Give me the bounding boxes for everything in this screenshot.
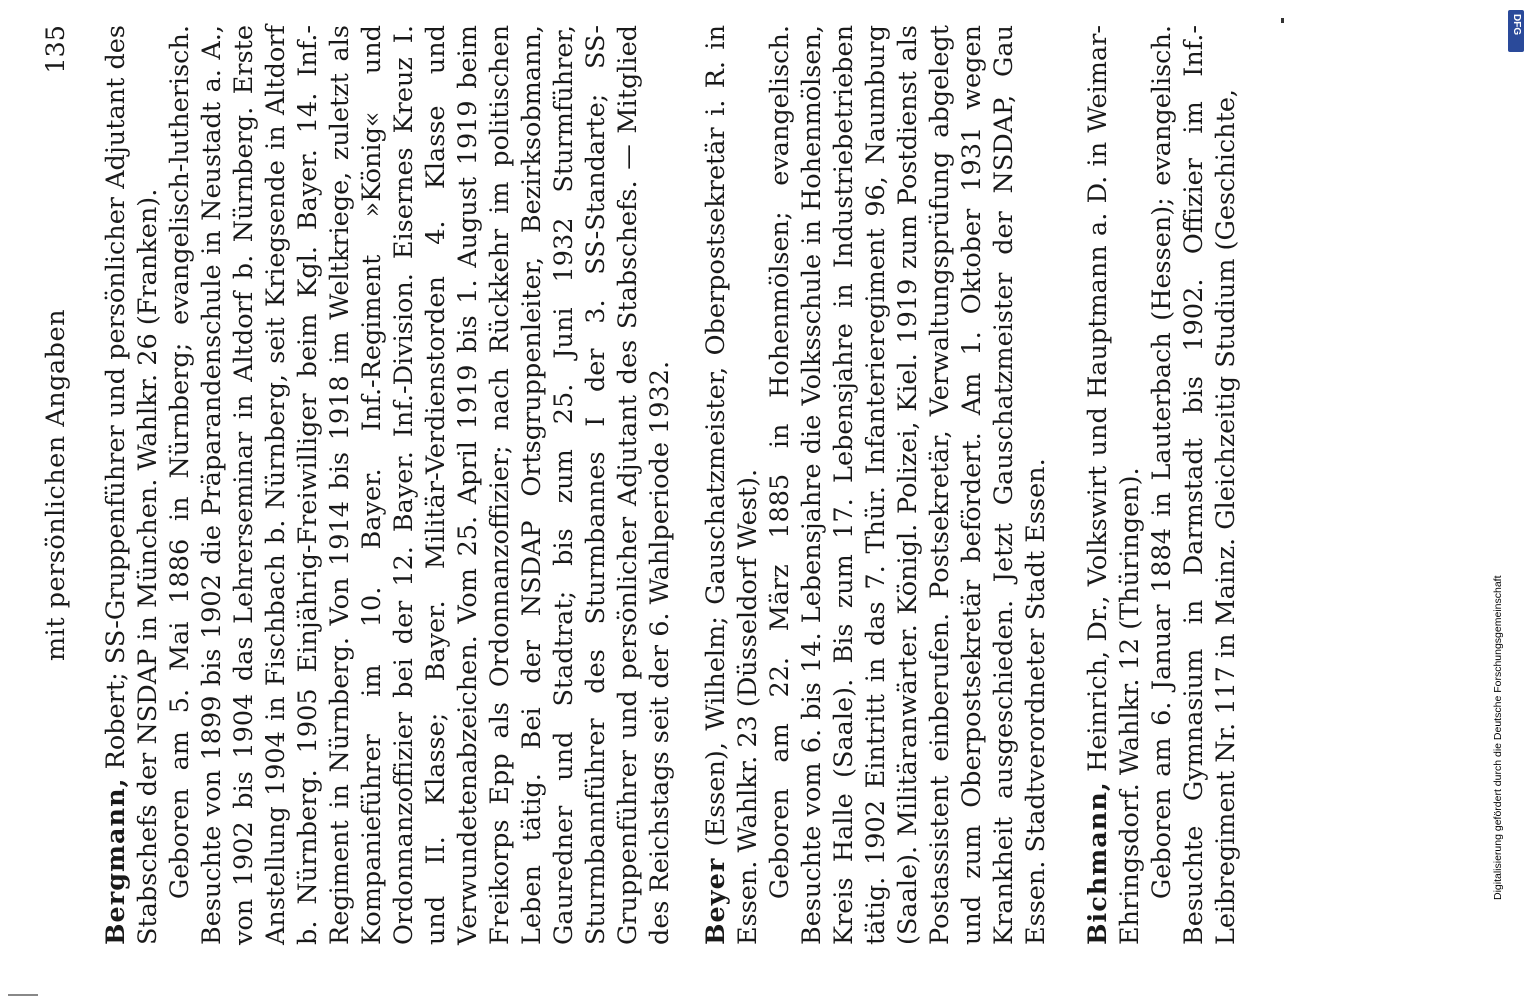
biography-entry bbox=[700, 25, 1052, 945]
entry-body: Geboren am 5. Mai 1886 in Nürnberg; evangelisch-lutherisch. Besuchte von 1899 bis 1902 die Präparandenschule in Neustadt a. A., von 1902 bis 1904 das Lehrerseminar in Altdorf b. Nürnberg. Erste Anstellung 1904 in Fischbach b. Nürnberg, seit Kriegsende in Altdorf b. Nürnberg. 1905 Einjährig-Freiwilliger beim Kgl. Bayer. 14. Inf.-Regiment in Nürnberg. Von 1914 bis 1918 im Weltkriege, zuletzt als Kompanieführer im 10. Bayer. Inf.-Regiment »König« und Ordonnanzoffizier bei der 12. Bayer. Inf.-Division. Eisernes Kreuz I. und II. Klasse; Bayer. Militär-Verdienstorden 4. Klasse und Verwundetenabzeichen. Vom 25. April 1919 bis 1. August 1919 beim Freikorps Epp als Ordonnanzoffizier; nach Rückkehr im politischen Leben tätig. Bei der NSDAP Ortsgruppenleiter, Bezirksobmann, Gauredner und Stadtrat; bis zum 25. Juni 1932 Sturmführer, Sturmbannführer des Sturmbannes I der 3. SS-Standarte; SS-Gruppenführer und persönlicher Adjutant des Stabschefs. — Mitglied des Reichstags seit der 6. Wahlperiode 1932. bbox=[165, 25, 675, 945]
entry-name: Beyer bbox=[701, 857, 731, 945]
entry-heading-text: (Essen), Wilhelm; Gauschatzmeister, Oberpostsekretär i. R. in Essen. Wahlkr. 23 (Düsseldorf West). bbox=[701, 25, 763, 945]
biography-entry bbox=[1082, 25, 1242, 945]
entry-body: Geboren am 22. März 1885 in Hohenmölsen; evangelisch. Besuchte vom 6. bis 14. Lebensjahre die Volksschule in Hohenmölsen, Kreis Halle (Saale). Bis zum 17. Lebensjahre in Industriebetrieben tätig. 1902 Eintritt in das 7. Thür. Infanterieregiment 96, Naumburg (Saale). Militäranwärter. Königl. Polizei, Kiel. 1919 zum Postdienst als Postassistent einberufen. Postsekretär, Verwaltungsprüfung abgelegt und zum Oberpostsekretär befördert. Am 1. Oktober 1931 wegen Krankheit ausgeschieden. Jetzt Gauschatzmeister der NSDAP, Gau Essen. Stadtverordneter Stadt Essen. bbox=[765, 25, 1051, 945]
entry-name: Bergmann, bbox=[101, 777, 131, 945]
entry-heading-text: Heinrich, Dr., Volkswirt und Hauptmann a. D. in Weimar-Ehringsdorf. Wahlkr. 12 (Thüringen). bbox=[1083, 25, 1145, 945]
entry-heading bbox=[1082, 25, 1146, 945]
biography-entry bbox=[100, 25, 676, 945]
scan-speck bbox=[8, 994, 38, 996]
entry-body: Geboren am 6. Januar 1884 in Lauterbach (Hessen); evangelisch. Besuchte Gymnasium in Darmstadt bis 1902. Offizier im Inf.-Leibregiment Nr. 117 in Mainz. Gleichzeitig Studium (Geschichte, bbox=[1147, 25, 1241, 945]
page-number: 135 bbox=[41, 25, 71, 74]
digitization-credit: Digitalisierung gefördert durch die Deutsche Forschungsgemeinschaft bbox=[1492, 575, 1504, 900]
entry-heading bbox=[700, 25, 764, 945]
scan-speck bbox=[1281, 18, 1284, 23]
page-header bbox=[40, 25, 72, 945]
entry-name: Bichmann, bbox=[1083, 781, 1113, 945]
rotated-text-block bbox=[40, 25, 1400, 945]
dfg-logo bbox=[1508, 10, 1524, 52]
dfg-logo-text: DFG bbox=[1511, 14, 1522, 36]
running-head: mit persönlichen Angaben bbox=[41, 309, 71, 661]
entry-heading-text: Robert; SS-Gruppenführer und persönlicher Adjutant des Stabschefs der NSDAP in München. Wahlkr. 26 (Franken). bbox=[101, 25, 163, 945]
entry-heading bbox=[100, 25, 164, 945]
